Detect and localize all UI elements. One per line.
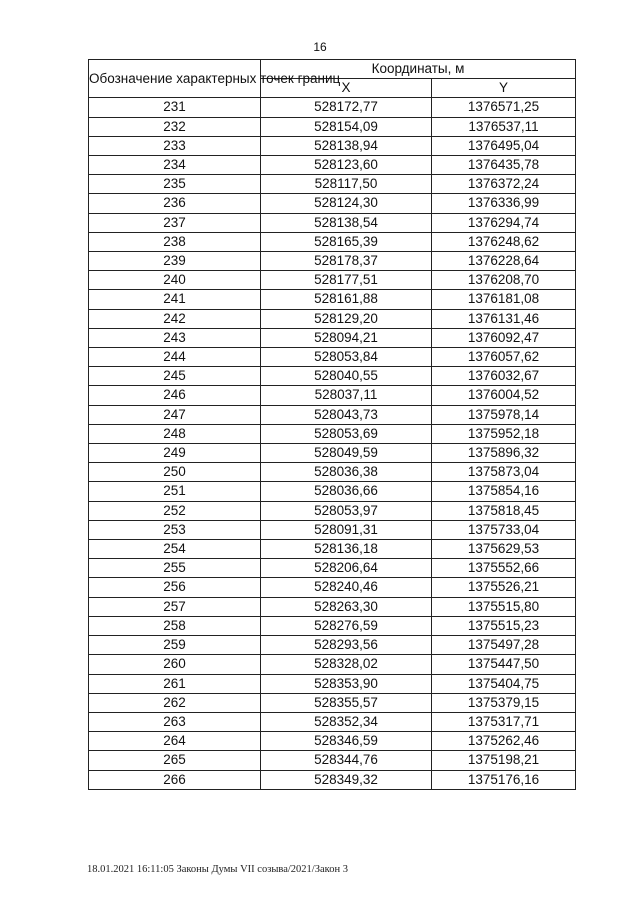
y-coordinate-cell: 1375447,50 (432, 655, 576, 674)
x-coordinate-cell: 528172,77 (261, 98, 432, 117)
y-coordinate-cell: 1375176,16 (432, 770, 576, 789)
x-coordinate-cell: 528043,73 (261, 405, 432, 424)
x-coordinate-cell: 528206,64 (261, 559, 432, 578)
x-coordinate-cell: 528355,57 (261, 693, 432, 712)
x-coordinate-cell: 528349,32 (261, 770, 432, 789)
table-row (89, 770, 576, 789)
x-coordinate-cell: 528129,20 (261, 309, 432, 328)
table-row (89, 98, 576, 117)
table-row (89, 117, 576, 136)
table-row (89, 751, 576, 770)
point-number-cell: 257 (89, 597, 261, 616)
x-coordinate-cell: 528124,30 (261, 194, 432, 213)
table-row (89, 693, 576, 712)
table-row (89, 655, 576, 674)
table-row (89, 463, 576, 482)
x-coordinate-cell: 528036,38 (261, 463, 432, 482)
y-coordinate-cell: 1376131,46 (432, 309, 576, 328)
header-coordinates-group: Координаты, м (261, 60, 576, 79)
page-number: 16 (313, 40, 327, 54)
x-coordinate-cell: 528353,90 (261, 674, 432, 693)
point-number-cell: 255 (89, 559, 261, 578)
x-coordinate-cell: 528154,09 (261, 117, 432, 136)
y-coordinate-cell: 1375317,71 (432, 712, 576, 731)
y-coordinate-cell: 1375515,23 (432, 616, 576, 635)
x-coordinate-cell: 528040,55 (261, 367, 432, 386)
x-coordinate-cell: 528138,54 (261, 213, 432, 232)
table-row (89, 616, 576, 635)
x-coordinate-cell: 528346,59 (261, 732, 432, 751)
y-coordinate-cell: 1376092,47 (432, 328, 576, 347)
point-number-cell: 232 (89, 117, 261, 136)
table-row (89, 636, 576, 655)
x-coordinate-cell: 528344,76 (261, 751, 432, 770)
point-number-cell: 239 (89, 252, 261, 271)
table-body (89, 98, 576, 789)
table-row (89, 712, 576, 731)
y-coordinate-cell: 1375978,14 (432, 405, 576, 424)
point-number-cell: 263 (89, 712, 261, 731)
x-coordinate-cell: 528091,31 (261, 520, 432, 539)
x-coordinate-cell: 528328,02 (261, 655, 432, 674)
table-row (89, 367, 576, 386)
point-number-cell: 262 (89, 693, 261, 712)
table-row (89, 194, 576, 213)
table-row (89, 674, 576, 693)
table-row (89, 348, 576, 367)
x-coordinate-cell: 528037,11 (261, 386, 432, 405)
y-coordinate-cell: 1375497,28 (432, 636, 576, 655)
point-number-cell: 240 (89, 271, 261, 290)
y-coordinate-cell: 1375733,04 (432, 520, 576, 539)
point-number-cell: 235 (89, 175, 261, 194)
point-number-cell: 237 (89, 213, 261, 232)
y-coordinate-cell: 1375262,46 (432, 732, 576, 751)
x-coordinate-cell: 528165,39 (261, 232, 432, 251)
point-number-cell: 249 (89, 444, 261, 463)
x-coordinate-cell: 528123,60 (261, 156, 432, 175)
x-coordinate-cell: 528053,97 (261, 501, 432, 520)
footer-stamp: 18.01.2021 16:11:05 Законы Думы VII созыва/2021/Закон 3 (87, 864, 348, 875)
y-coordinate-cell: 1376248,62 (432, 232, 576, 251)
x-coordinate-cell: 528178,37 (261, 252, 432, 271)
y-coordinate-cell: 1375952,18 (432, 424, 576, 443)
point-number-cell: 264 (89, 732, 261, 751)
x-coordinate-cell: 528352,34 (261, 712, 432, 731)
y-coordinate-cell: 1375404,75 (432, 674, 576, 693)
y-coordinate-cell: 1376228,64 (432, 252, 576, 271)
x-coordinate-cell: 528240,46 (261, 578, 432, 597)
table-row (89, 328, 576, 347)
y-coordinate-cell: 1375629,53 (432, 540, 576, 559)
table-header (89, 60, 576, 98)
table-row (89, 156, 576, 175)
y-coordinate-cell: 1375896,32 (432, 444, 576, 463)
x-coordinate-cell: 528053,84 (261, 348, 432, 367)
y-coordinate-cell: 1376435,78 (432, 156, 576, 175)
table-row (89, 559, 576, 578)
y-coordinate-cell: 1376372,24 (432, 175, 576, 194)
point-number-cell: 265 (89, 751, 261, 770)
x-coordinate-cell: 528053,69 (261, 424, 432, 443)
y-coordinate-cell: 1376537,11 (432, 117, 576, 136)
point-number-cell: 253 (89, 520, 261, 539)
y-coordinate-cell: 1375873,04 (432, 463, 576, 482)
x-coordinate-cell: 528276,59 (261, 616, 432, 635)
point-number-cell: 258 (89, 616, 261, 635)
x-coordinate-cell: 528138,94 (261, 136, 432, 155)
x-coordinate-cell: 528293,56 (261, 636, 432, 655)
table-row (89, 175, 576, 194)
header-point-label: Обозначение характерных точек границ (89, 60, 261, 98)
table-row (89, 309, 576, 328)
x-coordinate-cell: 528036,66 (261, 482, 432, 501)
y-coordinate-cell: 1375818,45 (432, 501, 576, 520)
table-row (89, 732, 576, 751)
point-number-cell: 233 (89, 136, 261, 155)
y-coordinate-cell: 1375526,21 (432, 578, 576, 597)
table-row (89, 136, 576, 155)
table-row (89, 424, 576, 443)
table-row (89, 386, 576, 405)
y-coordinate-cell: 1375198,21 (432, 751, 576, 770)
y-coordinate-cell: 1376057,62 (432, 348, 576, 367)
point-number-cell: 242 (89, 309, 261, 328)
y-coordinate-cell: 1376032,67 (432, 367, 576, 386)
point-number-cell: 248 (89, 424, 261, 443)
y-coordinate-cell: 1376208,70 (432, 271, 576, 290)
point-number-cell: 238 (89, 232, 261, 251)
table-row (89, 252, 576, 271)
table-row (89, 597, 576, 616)
table-row (89, 578, 576, 597)
y-coordinate-cell: 1376004,52 (432, 386, 576, 405)
x-coordinate-cell: 528161,88 (261, 290, 432, 309)
point-number-cell: 256 (89, 578, 261, 597)
header-y: Y (432, 79, 576, 98)
table-row (89, 482, 576, 501)
table-row (89, 501, 576, 520)
x-coordinate-cell: 528136,18 (261, 540, 432, 559)
header-x: X (261, 79, 432, 98)
y-coordinate-cell: 1376294,74 (432, 213, 576, 232)
table-row (89, 405, 576, 424)
point-number-cell: 241 (89, 290, 261, 309)
x-coordinate-cell: 528263,30 (261, 597, 432, 616)
point-number-cell: 247 (89, 405, 261, 424)
point-number-cell: 252 (89, 501, 261, 520)
y-coordinate-cell: 1375854,16 (432, 482, 576, 501)
x-coordinate-cell: 528049,59 (261, 444, 432, 463)
point-number-cell: 231 (89, 98, 261, 117)
point-number-cell: 251 (89, 482, 261, 501)
point-number-cell: 236 (89, 194, 261, 213)
y-coordinate-cell: 1375515,80 (432, 597, 576, 616)
table-row (89, 540, 576, 559)
coordinates-table (88, 59, 576, 790)
table-row (89, 213, 576, 232)
point-number-cell: 243 (89, 328, 261, 347)
point-number-cell: 266 (89, 770, 261, 789)
table-row (89, 271, 576, 290)
point-number-cell: 245 (89, 367, 261, 386)
x-coordinate-cell: 528117,50 (261, 175, 432, 194)
table-row (89, 290, 576, 309)
point-number-cell: 246 (89, 386, 261, 405)
y-coordinate-cell: 1375379,15 (432, 693, 576, 712)
table-row (89, 520, 576, 539)
point-number-cell: 261 (89, 674, 261, 693)
x-coordinate-cell: 528094,21 (261, 328, 432, 347)
y-coordinate-cell: 1376336,99 (432, 194, 576, 213)
point-number-cell: 250 (89, 463, 261, 482)
table-row (89, 232, 576, 251)
point-number-cell: 259 (89, 636, 261, 655)
y-coordinate-cell: 1376181,08 (432, 290, 576, 309)
y-coordinate-cell: 1375552,66 (432, 559, 576, 578)
table-row (89, 444, 576, 463)
point-number-cell: 244 (89, 348, 261, 367)
y-coordinate-cell: 1376495,04 (432, 136, 576, 155)
point-number-cell: 254 (89, 540, 261, 559)
point-number-cell: 260 (89, 655, 261, 674)
y-coordinate-cell: 1376571,25 (432, 98, 576, 117)
x-coordinate-cell: 528177,51 (261, 271, 432, 290)
point-number-cell: 234 (89, 156, 261, 175)
